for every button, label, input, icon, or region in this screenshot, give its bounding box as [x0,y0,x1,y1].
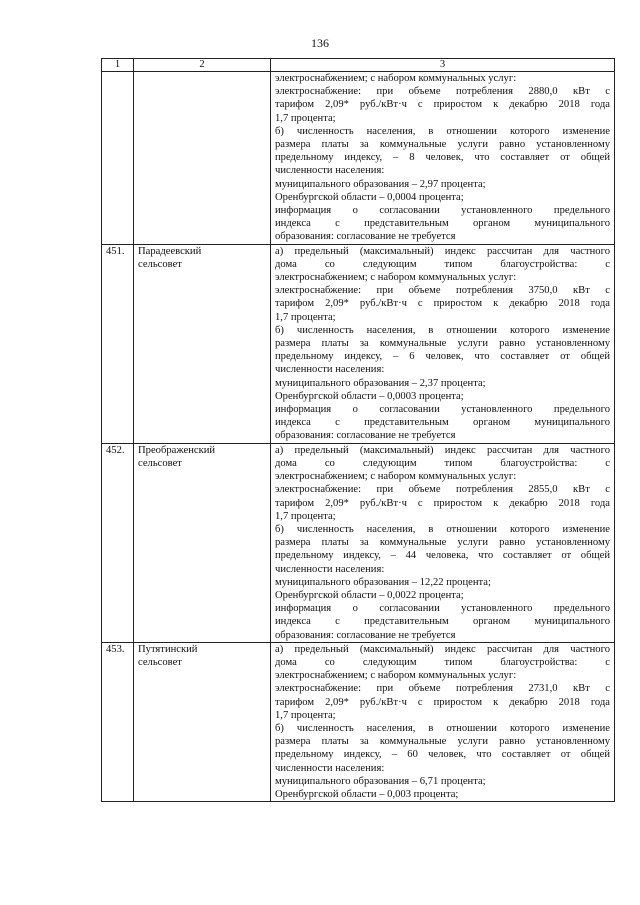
description-line: Оренбургской области – 0,003 процента; [275,788,459,800]
description-line: Оренбургской области – 0,0004 процента; [275,191,464,203]
description-line: электроснабжение: при объеме потребления 3750,0 кВт с [275,285,610,297]
description-line: информация о согласовании установленного предельного [275,205,610,217]
page-number: 136 [311,36,329,50]
description-line: муниципального образования – 6,71 процента; [275,775,486,787]
description-line: электроснабжение: при объеме потребления 2855,0 кВт с [275,484,610,496]
header-col-2: 2 [134,59,271,72]
description-line: электроснабжением; с набором коммунальных услуг: [275,471,517,483]
description-line: размера платы за коммунальные услуги равно установленному [275,139,610,151]
municipality-name-line: сельсовет [138,457,182,469]
municipality-name [134,244,271,443]
description-line: численности населения: [275,563,385,575]
description-cell [271,642,615,801]
description-line: 1,7 процента; [275,112,336,124]
description-line: 1,7 процента; [275,709,336,721]
description-line: численности населения: [275,364,385,376]
description-line: б) численность населения, в отношении которого изменение [275,125,610,137]
municipality-name-line: сельсовет [138,258,182,270]
municipality-name-line [138,72,266,85]
description-cell [271,244,615,443]
description-line: предельному индексу, – 60 человек, что составляет от общей [275,749,610,761]
municipality-name-line: Путятинский [138,643,198,655]
description-line: размера платы за коммунальные услуги равно установленному [275,537,610,549]
description-line: а) предельный (максимальный) индекс рассчитан для частного [275,245,610,257]
municipality-name [134,72,271,245]
table-row [102,443,615,642]
indices-table [101,58,615,802]
municipality-name-line: Преображенский [138,444,216,456]
description-cell [271,443,615,642]
description-line: образования: согласование не требуется [275,629,456,641]
description-line: информация о согласовании установленного предельного [275,404,610,416]
description-line: предельному индексу, – 6 человек, что составляет от общей [275,351,610,363]
description-cell [271,72,615,245]
description-line: индекса с представительным органом муниципального [275,417,610,429]
description-line: дома со следующим типом благоустройства: с [275,457,610,469]
description-line: численности населения: [275,165,385,177]
description-line: муниципального образования – 12,22 процента; [275,576,491,588]
description-line: информация о согласовании установленного предельного [275,603,610,615]
municipality-name [134,443,271,642]
description-line: тарифом 2,09* руб./кВт·ч с приростом к декабрю 2018 года [275,298,610,310]
description-line: тарифом 2,09* руб./кВт·ч с приростом к декабрю 2018 года [275,99,610,111]
description-line: муниципального образования – 2,97 процента; [275,178,486,190]
row-number: 453. [102,642,134,801]
header-row [102,59,615,72]
description-line: а) предельный (максимальный) индекс рассчитан для частного [275,444,610,456]
municipality-name-line [138,85,266,98]
description-line: тарифом 2,09* руб./кВт·ч с приростом к декабрю 2018 года [275,696,610,708]
municipality-name [134,642,271,801]
table-row [102,642,615,801]
header-col-1: 1 [102,59,134,72]
description-line: дома со следующим типом благоустройства: с [275,656,610,668]
description-line: индекса с представительным органом муниципального [275,218,610,230]
description-line: 1,7 процента; [275,510,336,522]
description-line: предельному индексу, – 8 человек, что составляет от общей [275,152,610,164]
description-line: муниципального образования – 2,37 процента; [275,377,486,389]
description-line: численности населения: [275,762,385,774]
description-line: размера платы за коммунальные услуги равно установленному [275,338,610,350]
description-line: Оренбургской области – 0,0022 процента; [275,589,464,601]
description-line: электроснабжение: при объеме потребления 2731,0 кВт с [275,683,610,695]
description-line: электроснабжением; с набором коммунальных услуг: [275,670,517,682]
municipality-name-line: сельсовет [138,656,182,668]
description-line: электроснабжением; с набором коммунальных услуг: [275,272,517,284]
table-row [102,72,615,245]
row-number [102,72,134,245]
description-line: размера платы за коммунальные услуги равно установленному [275,736,610,748]
table-body [102,59,615,802]
row-number: 451. [102,244,134,443]
table-row [102,244,615,443]
description-line: б) численность населения, в отношении которого изменение [275,722,610,734]
description-line: Оренбургской области – 0,0003 процента; [275,390,464,402]
description-line: индекса с представительным органом муниципального [275,616,610,628]
description-line: образования: согласование не требуется [275,231,456,243]
description-line: предельному индексу, – 44 человека, что составляет от общей [275,550,610,562]
row-number: 452. [102,443,134,642]
description-line: тарифом 2,09* руб./кВт·ч с приростом к декабрю 2018 года [275,497,610,509]
municipality-name-line: Парадеевский [138,245,202,257]
description-line: электроснабжением; с набором коммунальных услуг: [275,73,517,84]
description-line: дома со следующим типом благоустройства: с [275,258,610,270]
header-col-3: 3 [271,59,615,72]
description-line: 1,7 процента; [275,311,336,323]
description-line: электроснабжение: при объеме потребления 2880,0 кВт с [275,86,610,98]
description-line: а) предельный (максимальный) индекс рассчитан для частного [275,643,610,655]
description-line: образования: согласование не требуется [275,430,456,442]
description-line: б) численность населения, в отношении которого изменение [275,324,610,336]
description-line: б) численность населения, в отношении которого изменение [275,523,610,535]
